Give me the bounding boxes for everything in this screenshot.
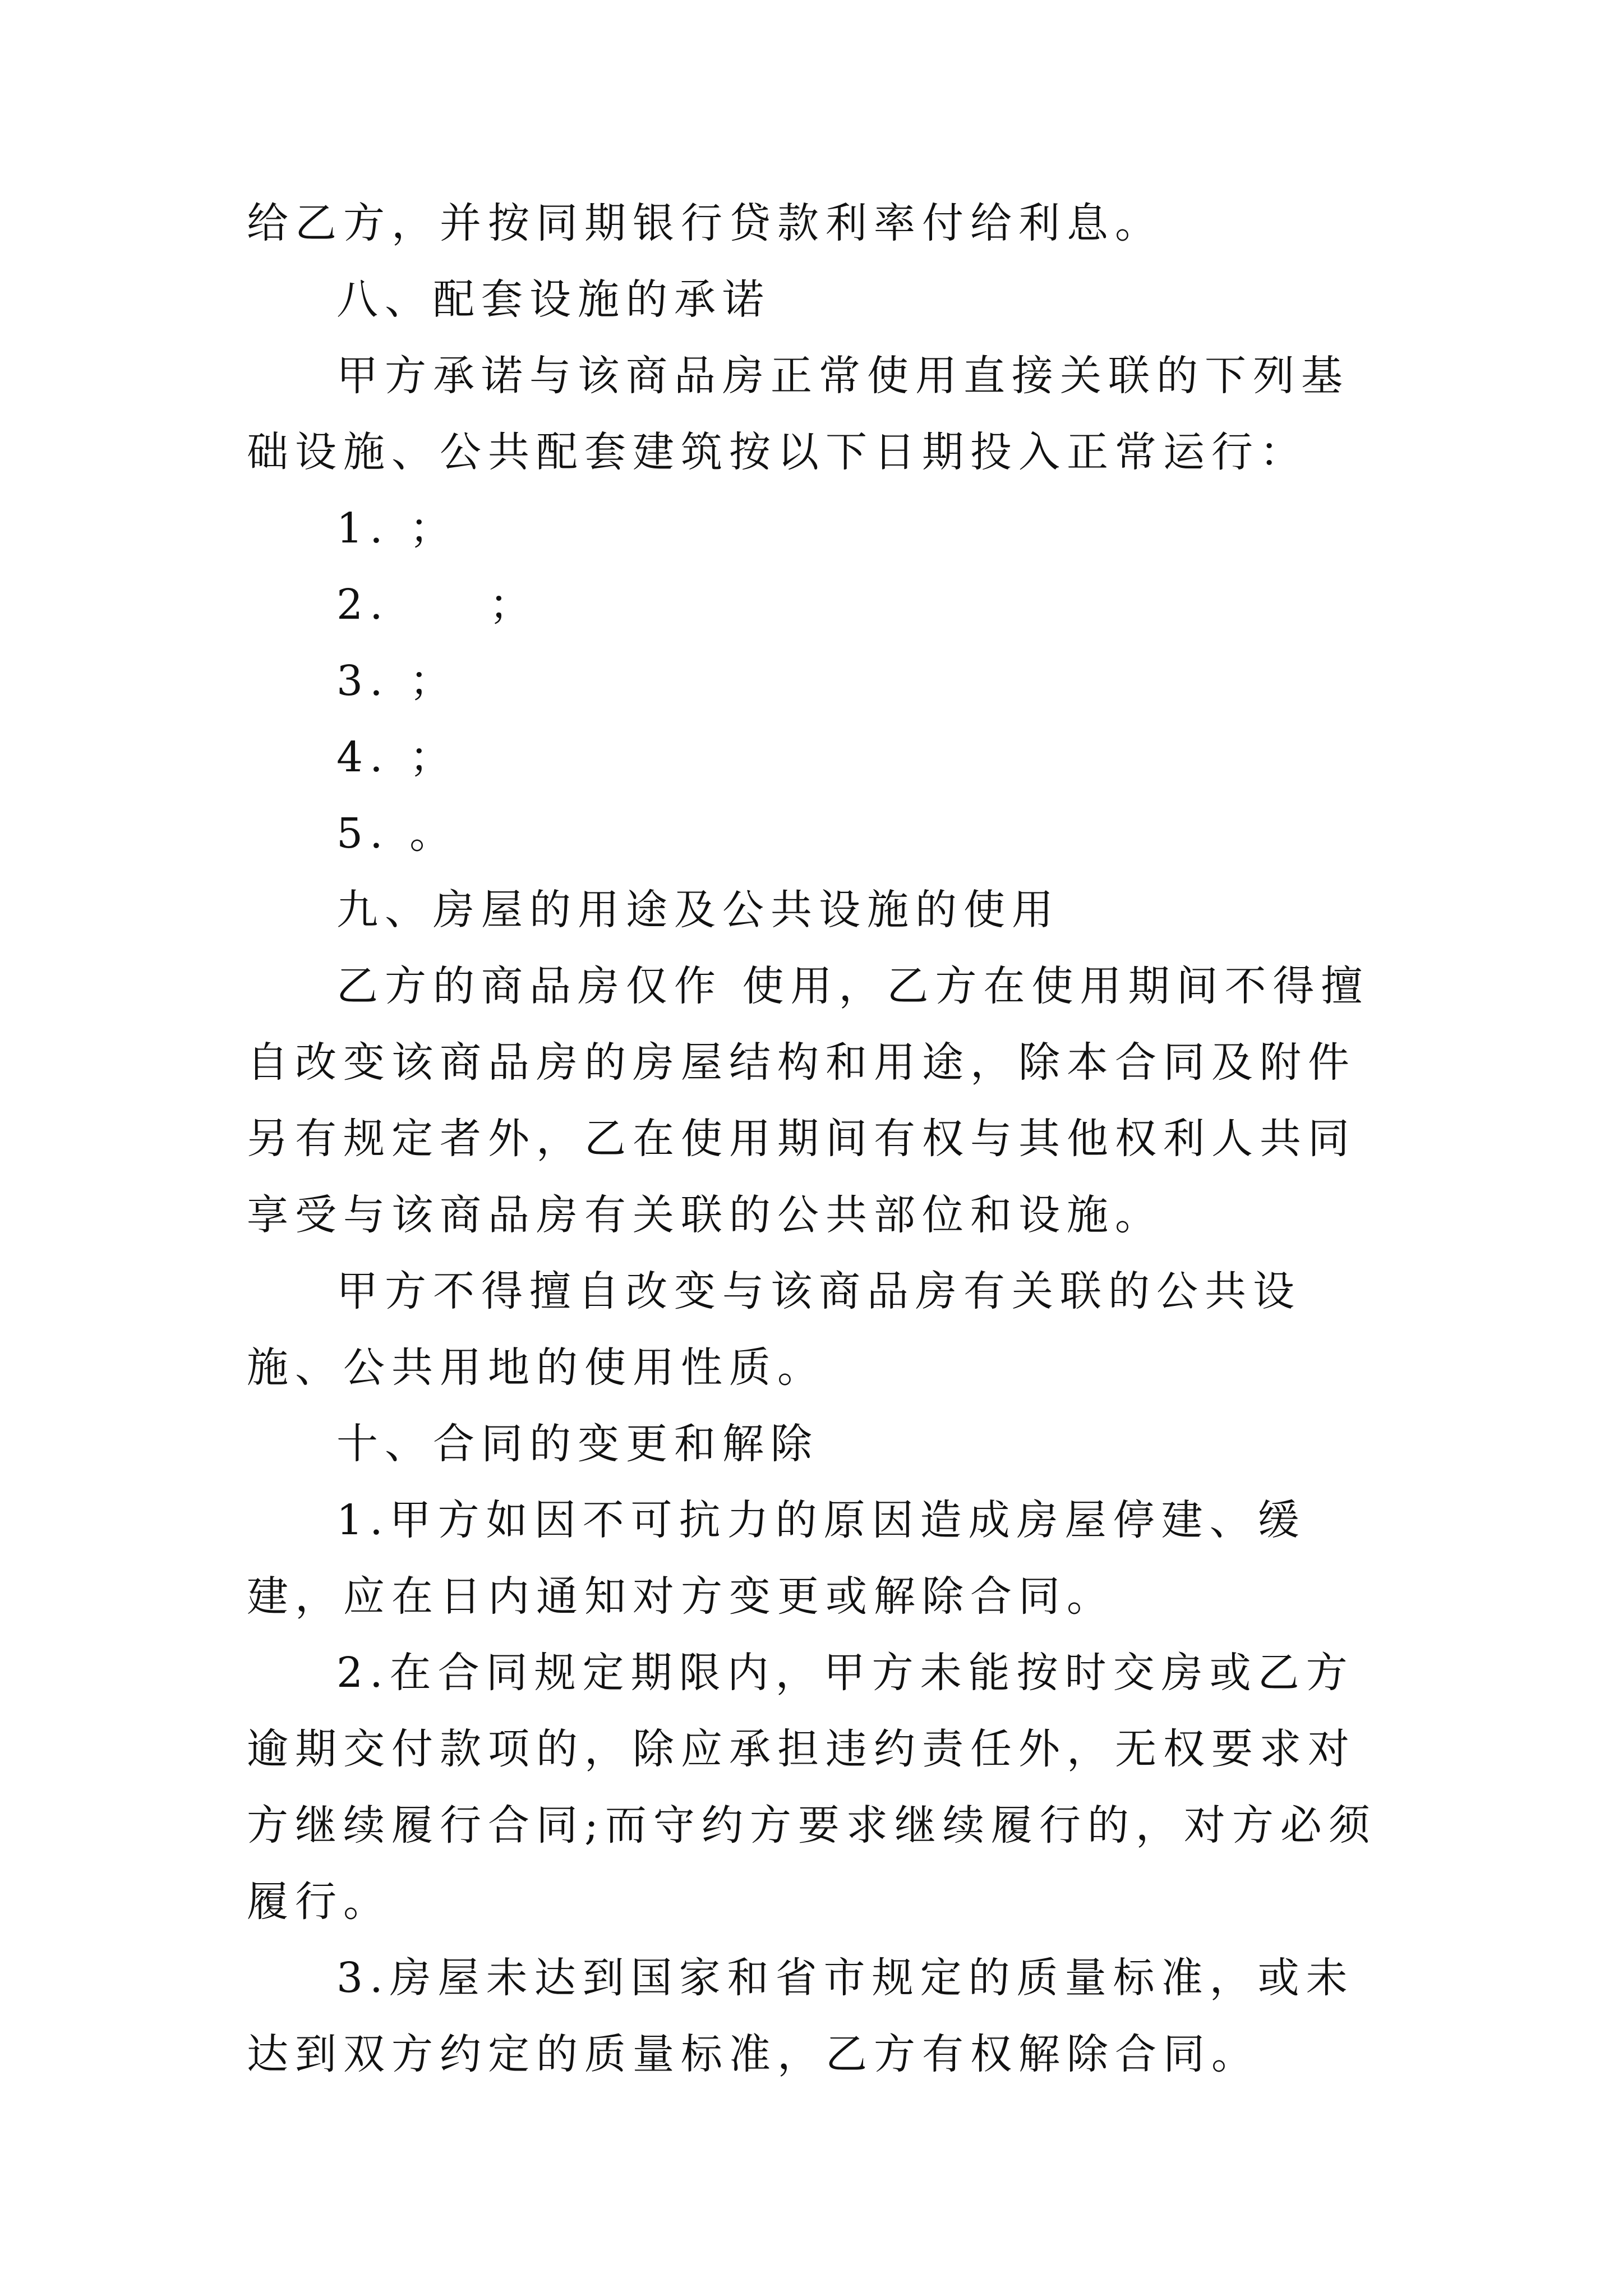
clause-3: 3.房屋未达到国家和省市规定的质量标准，或未达到双方约定的质量标准，乙方有权解除合同。	[247, 1954, 1354, 2078]
clause-1: 1.甲方如因不可抗力的原因造成房屋停建、缓建，应在日内通知对方变更或解除合同。	[247, 1496, 1306, 1621]
list-item-3: 3. ；	[336, 657, 458, 705]
section-heading-9: 九、房屋的用途及公共设施的使用	[336, 886, 1060, 934]
paragraph-continuation: 给乙方，并按同期银行贷款利率付给利息。	[247, 199, 1163, 247]
document-page	[247, 185, 1391, 2092]
list-item-5: 5. 。	[336, 809, 458, 858]
section-heading-8: 八、配套设施的承诺	[336, 275, 771, 324]
list-item-1: 1. ；	[336, 504, 458, 553]
paragraph-public-facilities: 甲方不得擅自改变与该商品房有关联的公共设施、公共用地的使用性质。	[247, 1267, 1301, 1392]
list-item-2: 2. ；	[336, 581, 538, 629]
paragraph-usage: 乙方的商品房仅作 使用，乙方在使用期间不得擅自改变该商品房的房屋结构和用途，除本合同及附件另有规定者外，乙在使用期间有权与其他权利人共同享受与该商品房有关联的公共部位和设施。	[247, 962, 1370, 1239]
paragraph-facilities-promise: 甲方承诺与该商品房正常使用直接关联的下列基础设施、公共配套建筑按以下日期投入正常运行：	[247, 352, 1349, 476]
section-heading-10: 十、合同的变更和解除	[336, 1420, 819, 1468]
list-item-4: 4. ；	[336, 733, 458, 781]
clause-2: 2.在合同规定期限内，甲方未能按时交房或乙方逾期交付款项的，除应承担违约责任外，无权要求对方继续履行合同;而守约方要求继续履行的，对方必须履行。	[247, 1649, 1377, 1926]
